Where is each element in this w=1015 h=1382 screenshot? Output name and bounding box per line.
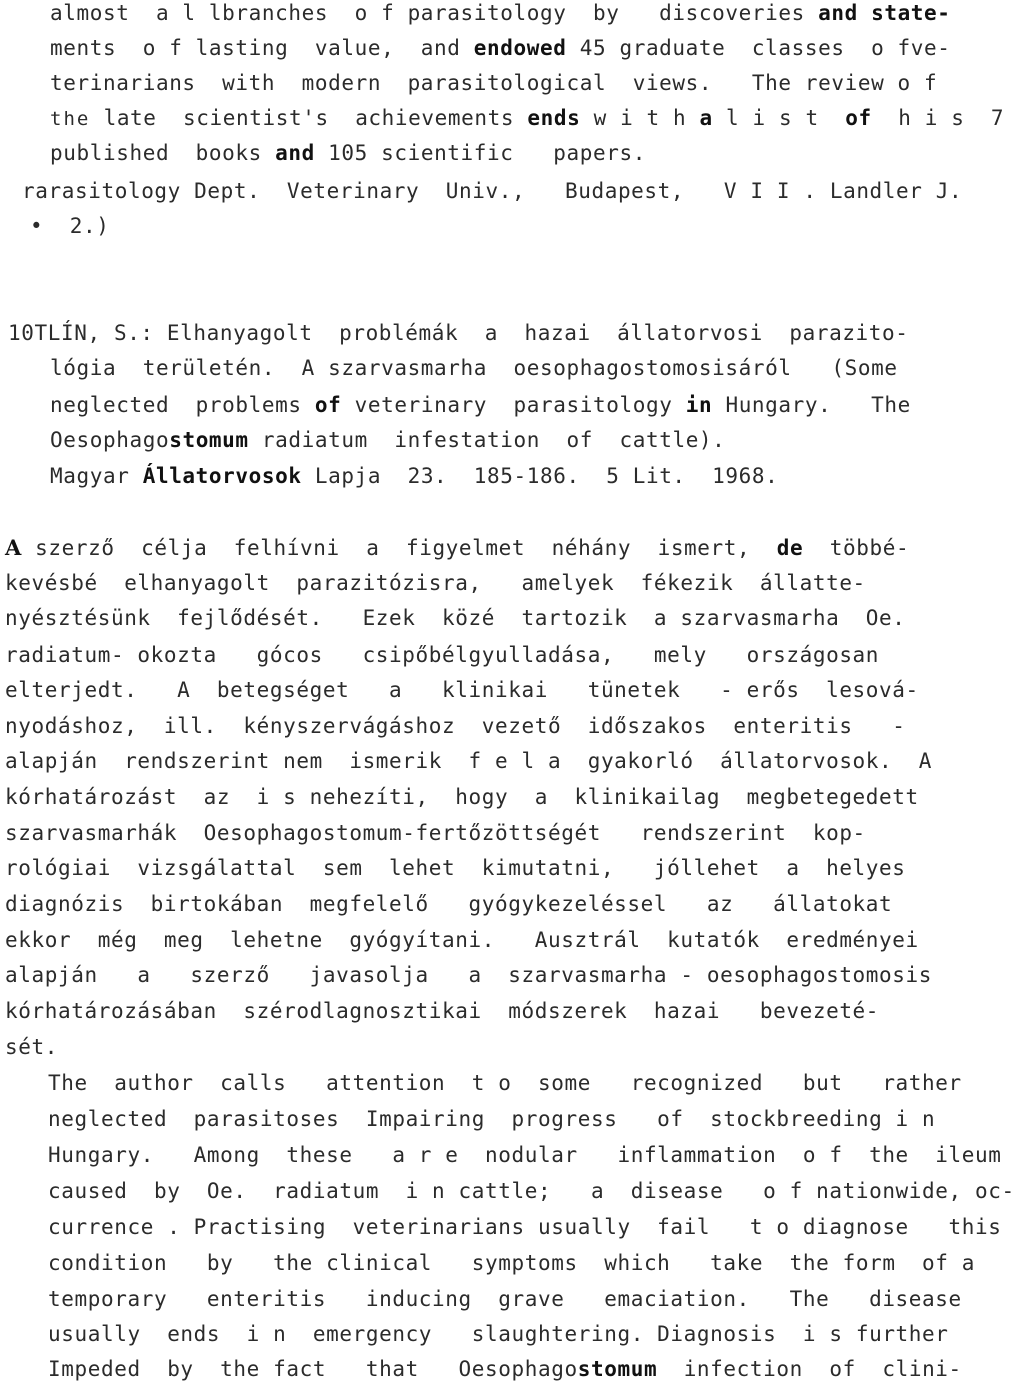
- previous-entry-line-5: [50, 140, 646, 166]
- hungarian-abstract-line-10: rológiai vizsgálattal sem lehet kimutatni, jóllehet a helyes: [5, 856, 906, 880]
- bold-text: ends: [527, 106, 581, 130]
- text-run: almost a l lbranches o f parasitology by discoveries: [50, 1, 819, 25]
- hungarian-abstract-line-6: nyodáshoz, ill. kényszervágáshoz vezető időszakos enteritis -: [5, 714, 906, 738]
- previous-entry-affiliation: rarasitology Dept. Veterinary Univ., Budapest, V I I . Landler J.: [22, 179, 963, 203]
- previous-entry-line-2: [50, 35, 951, 61]
- english-abstract-line-1: The author calls attention t o some recognized but rather: [48, 1071, 962, 1095]
- hungarian-abstract-line-12: ekkor még meg lehetne gyógyítani. Ausztrál kutatók eredményei: [5, 928, 919, 952]
- hungarian-abstract-line-13: alapján a szerző javasolja a szarvasmarha - oesophagostomosis: [5, 963, 933, 987]
- hungarian-abstract-line-2: kevésbé elhanyagolt parazitózisra, amelyek fékezik állatte-: [5, 571, 866, 595]
- text-run: late scientist's achievements: [90, 106, 528, 130]
- small-text: the: [50, 108, 91, 130]
- previous-entry-line-3: terinarians with modern parasitological views. The review o f: [50, 71, 938, 95]
- text-run: Hungary. The: [712, 393, 911, 417]
- hungarian-abstract-line-1: [5, 535, 909, 561]
- text-run: Oesophago: [50, 428, 170, 452]
- citation-line-3: [50, 392, 911, 418]
- english-abstract-line-2: neglected parasitoses Impairing progress of stockbreeding i n: [48, 1107, 936, 1131]
- citation-journal: [50, 463, 778, 489]
- citation-author: 10TLÍN, S.:: [8, 321, 167, 345]
- hungarian-abstract-line-7: alapján rendszerint nem ismerik f e l a gyakorló állatorvosok. A: [5, 749, 933, 773]
- english-abstract-line-7: temporary enteritis inducing grave emaciation. The disease: [48, 1287, 962, 1311]
- english-abstract-line-6: condition by the clinical symptoms which take the form of a: [48, 1251, 976, 1275]
- previous-entry-address-end: • 2.): [30, 214, 110, 238]
- text-run: Impeded by the fact that Oesophago: [48, 1357, 578, 1381]
- previous-entry-line-1: [50, 0, 951, 26]
- bold-text: stomum: [577, 1357, 658, 1381]
- journal-details: Lapja 23. 185-186. 5 Lit. 1968.: [301, 464, 779, 488]
- text-run: h i s 7: [871, 106, 1005, 130]
- text-run: published books: [50, 141, 276, 165]
- bold-text: endowed: [473, 36, 567, 60]
- bold-text: a: [699, 106, 713, 130]
- english-abstract-line-4: caused by Oe. radiatum i n cattle; a disease o f nationwide, oc-: [48, 1179, 1015, 1203]
- english-abstract-line-3: Hungary. Among these a r e nodular inflammation o f the ileum: [48, 1143, 1002, 1167]
- hungarian-abstract-line-8: kórhatározást az i s nehezíti, hogy a klinikailag megbetegedett: [5, 785, 919, 809]
- hungarian-abstract-line-11: diagnózis birtokában megfelelő gyógykezeléssel az állatokat: [5, 892, 893, 916]
- text-run: ments o f lasting value, and: [50, 36, 474, 60]
- citation-line-2: lógia területén. A szarvasmarha oesophagostomosisáról (Some: [50, 356, 898, 380]
- text-run: w i t h: [580, 106, 700, 130]
- english-abstract-line-8: usually ends i n emergency slaughtering. Diagnosis i s further: [48, 1322, 949, 1346]
- hungarian-abstract-line-14: kórhatározásában szérodlagnosztikai módszerek hazai bevezeté-: [5, 999, 880, 1023]
- bold-text: and: [275, 141, 315, 165]
- bold-text: of: [845, 106, 872, 130]
- bold-text: de: [776, 536, 804, 560]
- citation-title: Elhanyagolt problémák a hazai állatorvosi parazito-: [166, 321, 909, 345]
- citation-line-1: [8, 320, 909, 346]
- text-run: 45 graduate classes o fve-: [566, 36, 951, 60]
- hungarian-abstract-line-3: nyésztésünk fejlődését. Ezek közé tartozik a szarvasmarha Oe.: [5, 606, 906, 630]
- text-run: neglected problems: [50, 393, 315, 417]
- text-run: 105 scientific papers.: [314, 141, 646, 165]
- hungarian-abstract-line-15: sét.: [5, 1035, 58, 1059]
- bold-text: and state-: [818, 1, 951, 25]
- bold-text: Állatorvosok: [142, 464, 302, 488]
- bold-text: in: [685, 393, 713, 417]
- previous-entry-line-4: [50, 105, 1004, 131]
- text-run: infection of clini-: [657, 1357, 962, 1381]
- citation-line-4: [50, 427, 725, 453]
- hungarian-abstract-line-5: elterjedt. A betegséget a klinikai tünetek - erős lesová-: [5, 678, 919, 702]
- text-run: többé-: [803, 536, 910, 560]
- text-run: l i s t: [712, 106, 846, 130]
- bold-text: of: [314, 393, 342, 417]
- text-run: radiatum infestation of cattle).: [248, 428, 726, 452]
- hungarian-abstract-line-9: szarvasmarhák Oesophagostomum-fertőzöttségét rendszerint kop-: [5, 821, 866, 845]
- english-abstract-line-5: currence . Practising veterinarians usually fail t o diagnose this: [48, 1215, 1002, 1239]
- bold-text: stomum: [169, 428, 249, 452]
- english-abstract-line-9: [48, 1356, 962, 1382]
- bold-text: A: [5, 535, 22, 560]
- hungarian-abstract-line-4: radiatum- okozta gócos csipőbélgyulladása, mely országosan: [5, 643, 880, 667]
- text-run: veterinary parasitology: [341, 393, 686, 417]
- text-run: szerző célja felhívni a figyelmet néhány ismert,: [21, 536, 777, 560]
- journal-name: Magyar: [50, 464, 143, 488]
